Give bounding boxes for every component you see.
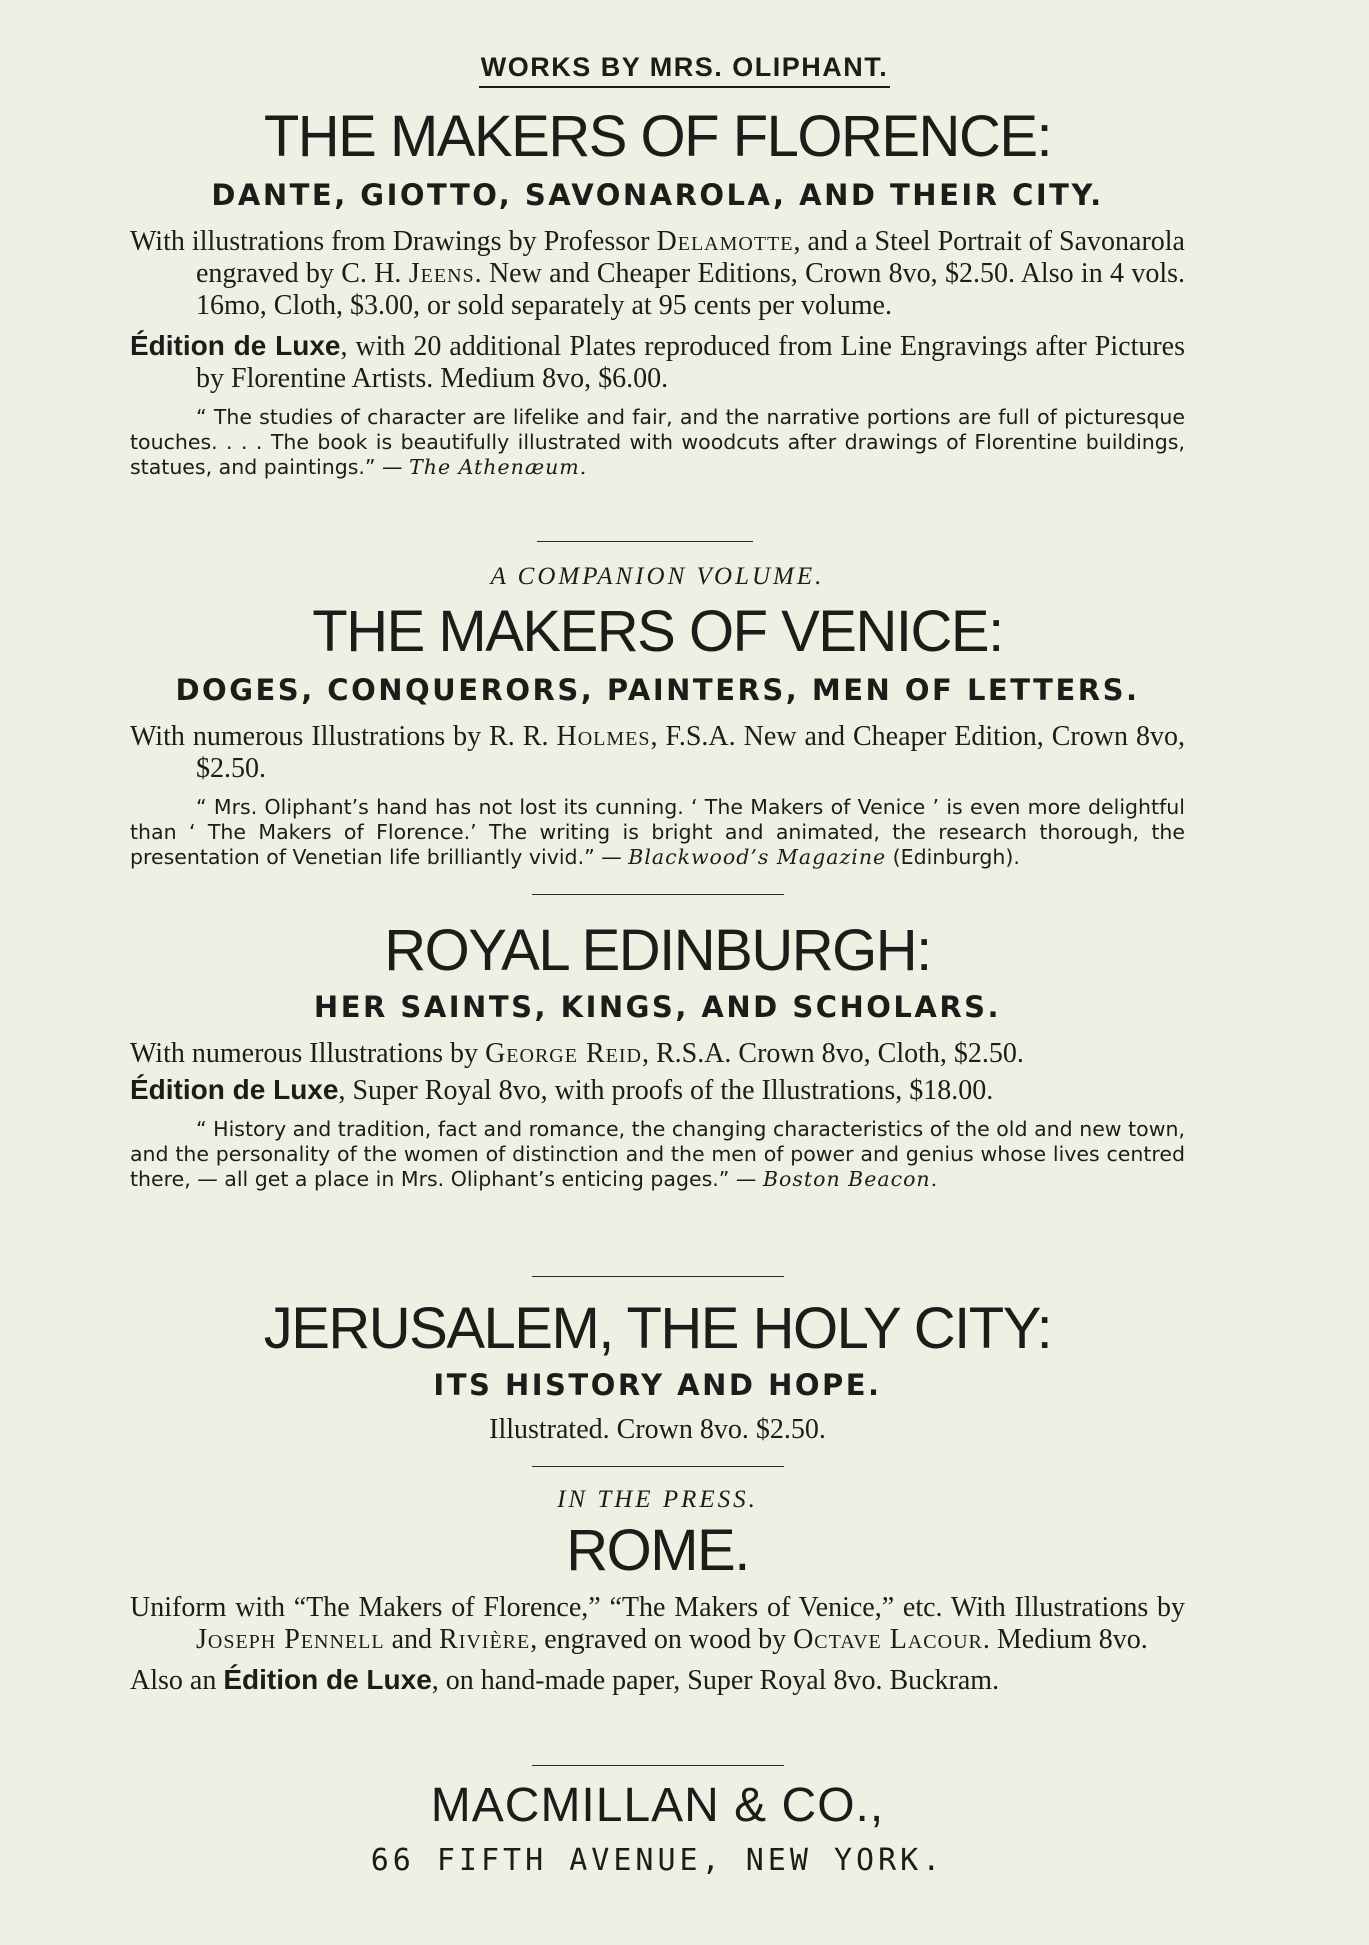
edinburgh-deluxe: Édition de Luxe, Super Royal 8vo, with proofs of the Illustrations, $18.00. <box>130 1074 994 1106</box>
jerusalem-price-line: Illustrated. Crown 8vo. $2.50. <box>489 1414 826 1445</box>
florence-section <box>130 104 1185 480</box>
florence-subtitle: DANTE, GIOTTO, SAVONAROLA, AND THEIR CITY. <box>211 178 1104 212</box>
companion-volume-label: A COMPANION VOLUME. <box>490 563 825 590</box>
edinburgh-review-source: Boston Beacon. <box>762 1167 939 1191</box>
florence-title: THE MAKERS OF FLORENCE: <box>263 104 1052 169</box>
edinburgh-description: With numerous Illustrations by George Reid, R.S.A. Crown 8vo, Cloth, $2.50. <box>130 1038 1024 1069</box>
florence-review-source: The Athenæum. <box>409 455 588 479</box>
florence-deluxe: Édition de Luxe, with 20 additional Plates reproduced from Line Engravings after Pictures by Florentine Artists. Medium 8vo, $6.00. <box>130 330 1185 394</box>
divider <box>532 894 784 895</box>
florence-description: With illustrations from Drawings by Professor Delamotte, and a Steel Portrait of Savonarola engraved by C. H. Jeens. New and Cheaper Editions, Crown 8vo, $2.50. Also in 4 vols. 16mo, Cloth, $3.00, or sold separately at 95 cents per volume. <box>130 226 1185 321</box>
florence-review: “ The studies of character are lifelike and fair, and the narrative portions are full of picturesque touches. . . . The book is beautifully illustrated with woodcuts after drawings of Florentine buildings, statues, and paintings.” — The Athenæum. <box>130 405 1185 479</box>
venice-section <box>130 563 1185 870</box>
jerusalem-subtitle: ITS HISTORY AND HOPE. <box>433 1368 882 1402</box>
series-header-text: WORKS BY MRS. OLIPHANT. <box>479 52 891 88</box>
rome-title: ROME. <box>566 1518 749 1583</box>
series-header <box>0 52 1369 83</box>
in-the-press-label: IN THE PRESS. <box>557 1486 758 1513</box>
venice-review-source: Blackwood’s Magazine <box>628 845 887 869</box>
venice-description: With numerous Illustrations by R. R. Holmes, F.S.A. New and Cheaper Edition, Crown 8vo, $2.50. <box>130 721 1185 784</box>
jerusalem-title: JERUSALEM, THE HOLY CITY: <box>263 1296 1052 1361</box>
venice-title: THE MAKERS OF VENICE: <box>312 599 1003 664</box>
jerusalem-section <box>130 1296 1185 1446</box>
edinburgh-subtitle: HER SAINTS, KINGS, AND SCHOLARS. <box>313 990 1002 1024</box>
divider <box>532 1765 784 1766</box>
publisher-address: 66 FIFTH AVENUE, NEW YORK. <box>370 1843 945 1878</box>
edinburgh-review: “ History and tradition, fact and romance, the changing characteristics of the old and new town, and the personality of the women of distinction and the men of power and genius whose lives centred there, — all get a place in Mrs. Oliphant’s enticing pages.” — Boston Beacon. <box>130 1117 1185 1191</box>
publisher-name: MACMILLAN & CO., <box>430 1779 885 1832</box>
venice-review: “ Mrs. Oliphant’s hand has not lost its cunning. ‘ The Makers of Venice ’ is even more delightful than ‘ The Makers of Florence.’ The writing is bright and animated, the research thorough, the presentation of Venetian life brilliantly vivid.” — Blackwood’s Magazine (Edinburgh). <box>130 795 1185 869</box>
divider <box>532 1276 784 1277</box>
edinburgh-title: ROYAL EDINBURGH: <box>384 918 931 983</box>
rome-section <box>130 1486 1185 1697</box>
venice-subtitle: DOGES, CONQUERORS, PAINTERS, MEN OF LETTERS. <box>175 673 1140 707</box>
edinburgh-section <box>130 918 1185 1192</box>
publisher-imprint <box>130 1778 1185 1878</box>
rome-deluxe: Also an Édition de Luxe, on hand-made paper, Super Royal 8vo. Buckram. <box>130 1664 1000 1696</box>
rome-description: Uniform with “The Makers of Florence,” “The Makers of Venice,” etc. With Illustrations by Joseph Pennell and Rivière, engraved on wood by Octave Lacour. Medium 8vo. <box>130 1592 1185 1655</box>
divider <box>537 541 753 542</box>
divider <box>532 1466 784 1467</box>
